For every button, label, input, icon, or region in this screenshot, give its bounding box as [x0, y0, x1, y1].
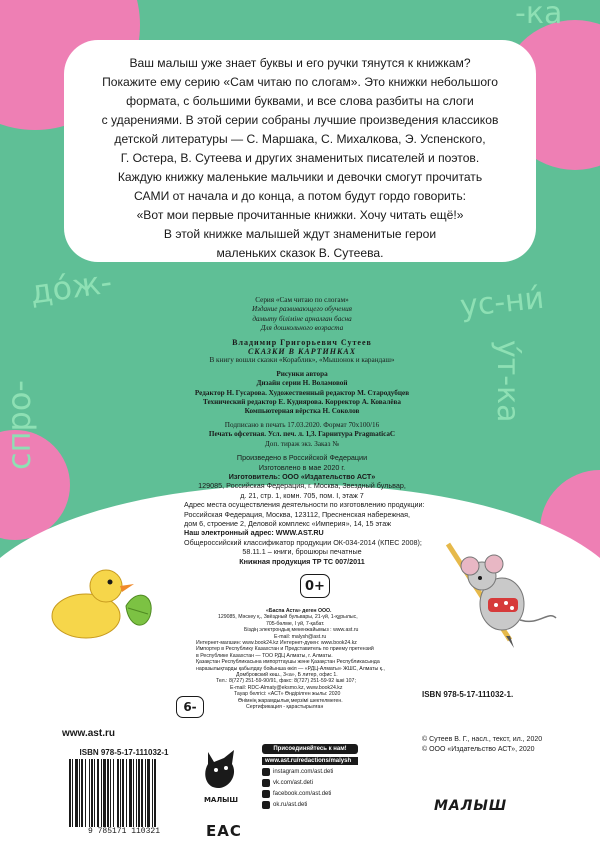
address-line: д. 21, стр. 1, комн. 705, пом. I, этаж 7 [240, 490, 364, 500]
barcode-bar [75, 759, 78, 827]
publisher-logo [200, 748, 242, 808]
barcode-bar [89, 759, 90, 827]
barcode-bar [81, 759, 83, 827]
kz-line: в Республике Казахстан — ТОО РДЦ Алматы, г. Алматы. [196, 652, 333, 659]
barcode-bar [72, 759, 73, 827]
instagram-icon [262, 768, 270, 776]
layout-line: Компьютерная вёрстка Н. Соколов [244, 407, 360, 416]
blurb-line: Ваш малыш уже знает буквы и его ручки тянутся к книжкам? [129, 56, 471, 70]
blurb-line: с ударениями. В этой серии собраны лучшие произведения классиков [101, 113, 499, 127]
social-main-url[interactable]: www.ast.ru/redactions/malysh [262, 757, 358, 765]
mouse-illustration [440, 540, 560, 650]
syllable-usni: ус-ни́ [458, 280, 546, 325]
isbn-top: ISBN 978-5-17-111032-1 [79, 748, 169, 757]
barcode-bar [101, 759, 102, 827]
publisher-logo-text: МАЛЫШ [203, 796, 239, 804]
social-heading: Присоединяйтесь к нам! [262, 744, 358, 754]
barcode-bar [69, 759, 71, 827]
isbn-digits: 9 785171 110321 [87, 827, 160, 836]
blurb-line: Покажите ему серию «Сам читаю по слогам». Это книжки небольшого [102, 75, 498, 89]
blurb-line: САМИ от начала и до конца, а потом будут гордо говорить: [133, 189, 467, 203]
barcode-bar [117, 759, 119, 827]
social-link[interactable]: ok.ru/ast.deti [273, 802, 308, 808]
made-in-line: Произведено в Российской Федерации [236, 453, 368, 463]
blurb-line: Г. Остера, В. Сутеева и других знаменитых писателей и поэтов. [120, 151, 480, 165]
tech-editor-line: Технический редактор Е. Кудиярова. Корректор А. Ковалёва [202, 398, 402, 407]
imprint-block [184, 296, 425, 566]
made-date-line: Изготовлено в мае 2020 г. [258, 462, 346, 472]
barcode-bar [107, 759, 109, 827]
social-row-instagram[interactable] [262, 768, 358, 776]
address-line: 129085, Российская Федерация, г. Москва, Звездный бульвар, [198, 481, 406, 491]
barcode-bar [126, 759, 127, 827]
book-title: СКАЗКИ В КАРТИНКАХ [247, 347, 357, 357]
kz-line: Біздің электрондық мекенжайымыз : www.ast.ru [244, 627, 359, 634]
site-line: Наш электронный адрес: WWW.AST.RU [184, 528, 324, 538]
kz-line: 705-бөлме, I үй, 7-қабат. [266, 620, 325, 627]
copyright-line: © ООО «Издательство АСТ», 2020 [422, 746, 535, 753]
blurb-line: формата, с большими буквами, и все слова разбиты на слоги [126, 94, 474, 108]
social-link[interactable]: vk.com/ast.deti [273, 780, 314, 786]
classifier-line: 58.11.1 – книги, брошюры печатные [242, 547, 362, 557]
blurb-line: Каждую книжку маленькие мальчики и девочки смогут прочитать [117, 170, 483, 184]
contents-line: В книгу вошли сказки «Кораблик», «Мышонок и карандаш» [209, 356, 395, 365]
age-rating-badge-kz: 6- [176, 696, 204, 718]
barcode-bar [110, 759, 111, 827]
barcode-bar [97, 759, 99, 827]
barcode-bar [85, 759, 86, 827]
blurb-line: детской литературы — С. Маршака, С. Михалкова, Э. Успенского, [114, 132, 486, 146]
age-rating-badge: 0+ [300, 574, 330, 598]
editors-line: Редактор Н. Гусарова. Художественный редактор М. Стародубцев [194, 388, 410, 397]
tr-line: Книжная продукция ТР ТС 007/2011 [239, 556, 365, 566]
barcode-bar [147, 759, 150, 827]
barcode-bar [122, 759, 124, 827]
barcode-bar [94, 759, 95, 827]
kz-line: E-mail: RDC-Almaty@eksmo.kz, www.book24.kz [230, 684, 343, 691]
age-note: Для дошкольного возраста [260, 324, 344, 333]
series-note: Издание развивающего обучения [251, 305, 353, 314]
isbn-right: ISBN 978-5-17-111032-1. [422, 690, 514, 699]
kz-line: 129085, Мәскеу қ., Звёздный бульвары, 21-үй, 1-құрылыс, [218, 614, 358, 621]
series-line: Серия «Сам читаю по слогам» [255, 296, 349, 304]
cat-logo-icon [200, 748, 242, 792]
barcode-bar [136, 759, 137, 827]
series-note-kz: дамыту бiлiмiне арналған басна [252, 314, 352, 323]
barcode-bar [133, 759, 134, 827]
barcode-bar [141, 759, 143, 827]
classifier-line: Общероссийский классификатор продукции ОК-034-2014 (КПЕС 2008); [184, 537, 422, 547]
social-row-ok[interactable] [262, 801, 358, 809]
illustrations-line: Рисунки автора [276, 369, 328, 378]
barcode-bar [120, 759, 121, 827]
barcode-bar [145, 759, 146, 827]
maker-line: Изготовитель: ООО «Издательство АСТ» [228, 471, 376, 481]
barcode-bar [91, 759, 93, 827]
blurb-line: «Вот мои первые прочитанные книжки. Хочу читать ещё!» [136, 208, 464, 222]
social-row-facebook[interactable] [262, 790, 358, 798]
barcode-bar [129, 759, 132, 827]
run-line: Доп. тираж экз. Заказ № [264, 439, 340, 448]
vk-icon [262, 779, 270, 787]
barcode-bar [113, 759, 114, 827]
malysh-logo: МАЛЫШ [434, 798, 508, 814]
kz-line: Интернет-магазин: www.book24.kz Интернет-дүкен: www.book24.kz [196, 640, 357, 647]
barcode-bar [103, 759, 106, 827]
kz-line: E-mail: malysh@ast.ru [274, 633, 327, 640]
syllable-utka: у́т-ка [490, 340, 525, 423]
design-line: Дизайн серии Н. Воламовой [256, 379, 348, 388]
duckling-illustration [38, 556, 158, 646]
kz-line: Импортер в Республику Казахстан и Представитель по приему претензий [196, 646, 374, 653]
barcode-bar [152, 759, 153, 827]
author-name: Владимир Григорьевич Сутеев [232, 337, 372, 347]
facebook-icon [262, 790, 270, 798]
eac-mark: ЕАС [206, 822, 242, 840]
activity-line: дом 6, строение 2, Деловой комплекс «Империя», 14, 15 этаж [184, 518, 392, 528]
activity-line: Адрес места осуществления деятельности по изготовлению продукции: [184, 500, 425, 510]
syllable-spro: спро- [0, 380, 38, 470]
barcode-bar [154, 759, 156, 827]
barcode-bar [79, 759, 80, 827]
kz-info-block [196, 608, 385, 711]
activity-line: Российская Федерация, Москва, 123112, Пресненская набережная, [184, 509, 411, 519]
kz-line: Домбровский көш., 3«а», Б литер, офис 1. [236, 672, 338, 679]
website-link[interactable]: www.ast.ru [62, 728, 115, 739]
print-date-line: Подписано в печать 17.03.2020. Формат 70x100/16 [224, 420, 380, 429]
syllable-dozh: до́ж- [27, 262, 115, 312]
blurb-line: маленьких сказок В. Сутеева. [216, 246, 384, 260]
social-row-vk[interactable] [262, 779, 358, 787]
barcode-bar [138, 759, 140, 827]
kz-line: Сертификация - қарастырылған [246, 704, 324, 711]
kz-line: Қазақстан Республикасына импорттаушы және Қазақстан Республикасында [196, 659, 380, 666]
blurb-panel [64, 40, 536, 262]
kz-line: Тауар белгісі: «АСТ» Өндірілген жылы: 2020 [234, 691, 341, 698]
social-block [262, 744, 358, 809]
social-link[interactable]: facebook.com/ast.deti [273, 791, 332, 797]
kz-line: «Баспа Аста» деген ООО. [266, 608, 332, 614]
print-type-line: Печать офсетная. Усл. печ. л. 1,3. Гарнитура PragmaticaC [208, 430, 396, 439]
syllable-ka: -ка [515, 0, 563, 31]
copyright-line: © Сутеев В. Г., насл., текст, ил., 2020 [422, 736, 543, 743]
blurb-line: В этой книжке малышей ждут знаменитые герои [163, 227, 437, 241]
barcode [62, 746, 186, 846]
kz-line: Өнімнің жарамдылық мерзімі шектелмеген. [238, 697, 343, 704]
social-link[interactable]: instagram.com/ast.deti [273, 769, 334, 775]
kz-line: наразылықтарды қабылдау бойынша өкіл — «РДЦ-Алматы» ЖШС, Алматы қ., [196, 665, 385, 672]
kz-line: Тел.: 8(727) 251-59-90/91, факс: 8(727) 251-59-92 ішкі 107; [216, 678, 356, 685]
barcode-bars [67, 759, 181, 827]
ok-icon [262, 801, 270, 809]
